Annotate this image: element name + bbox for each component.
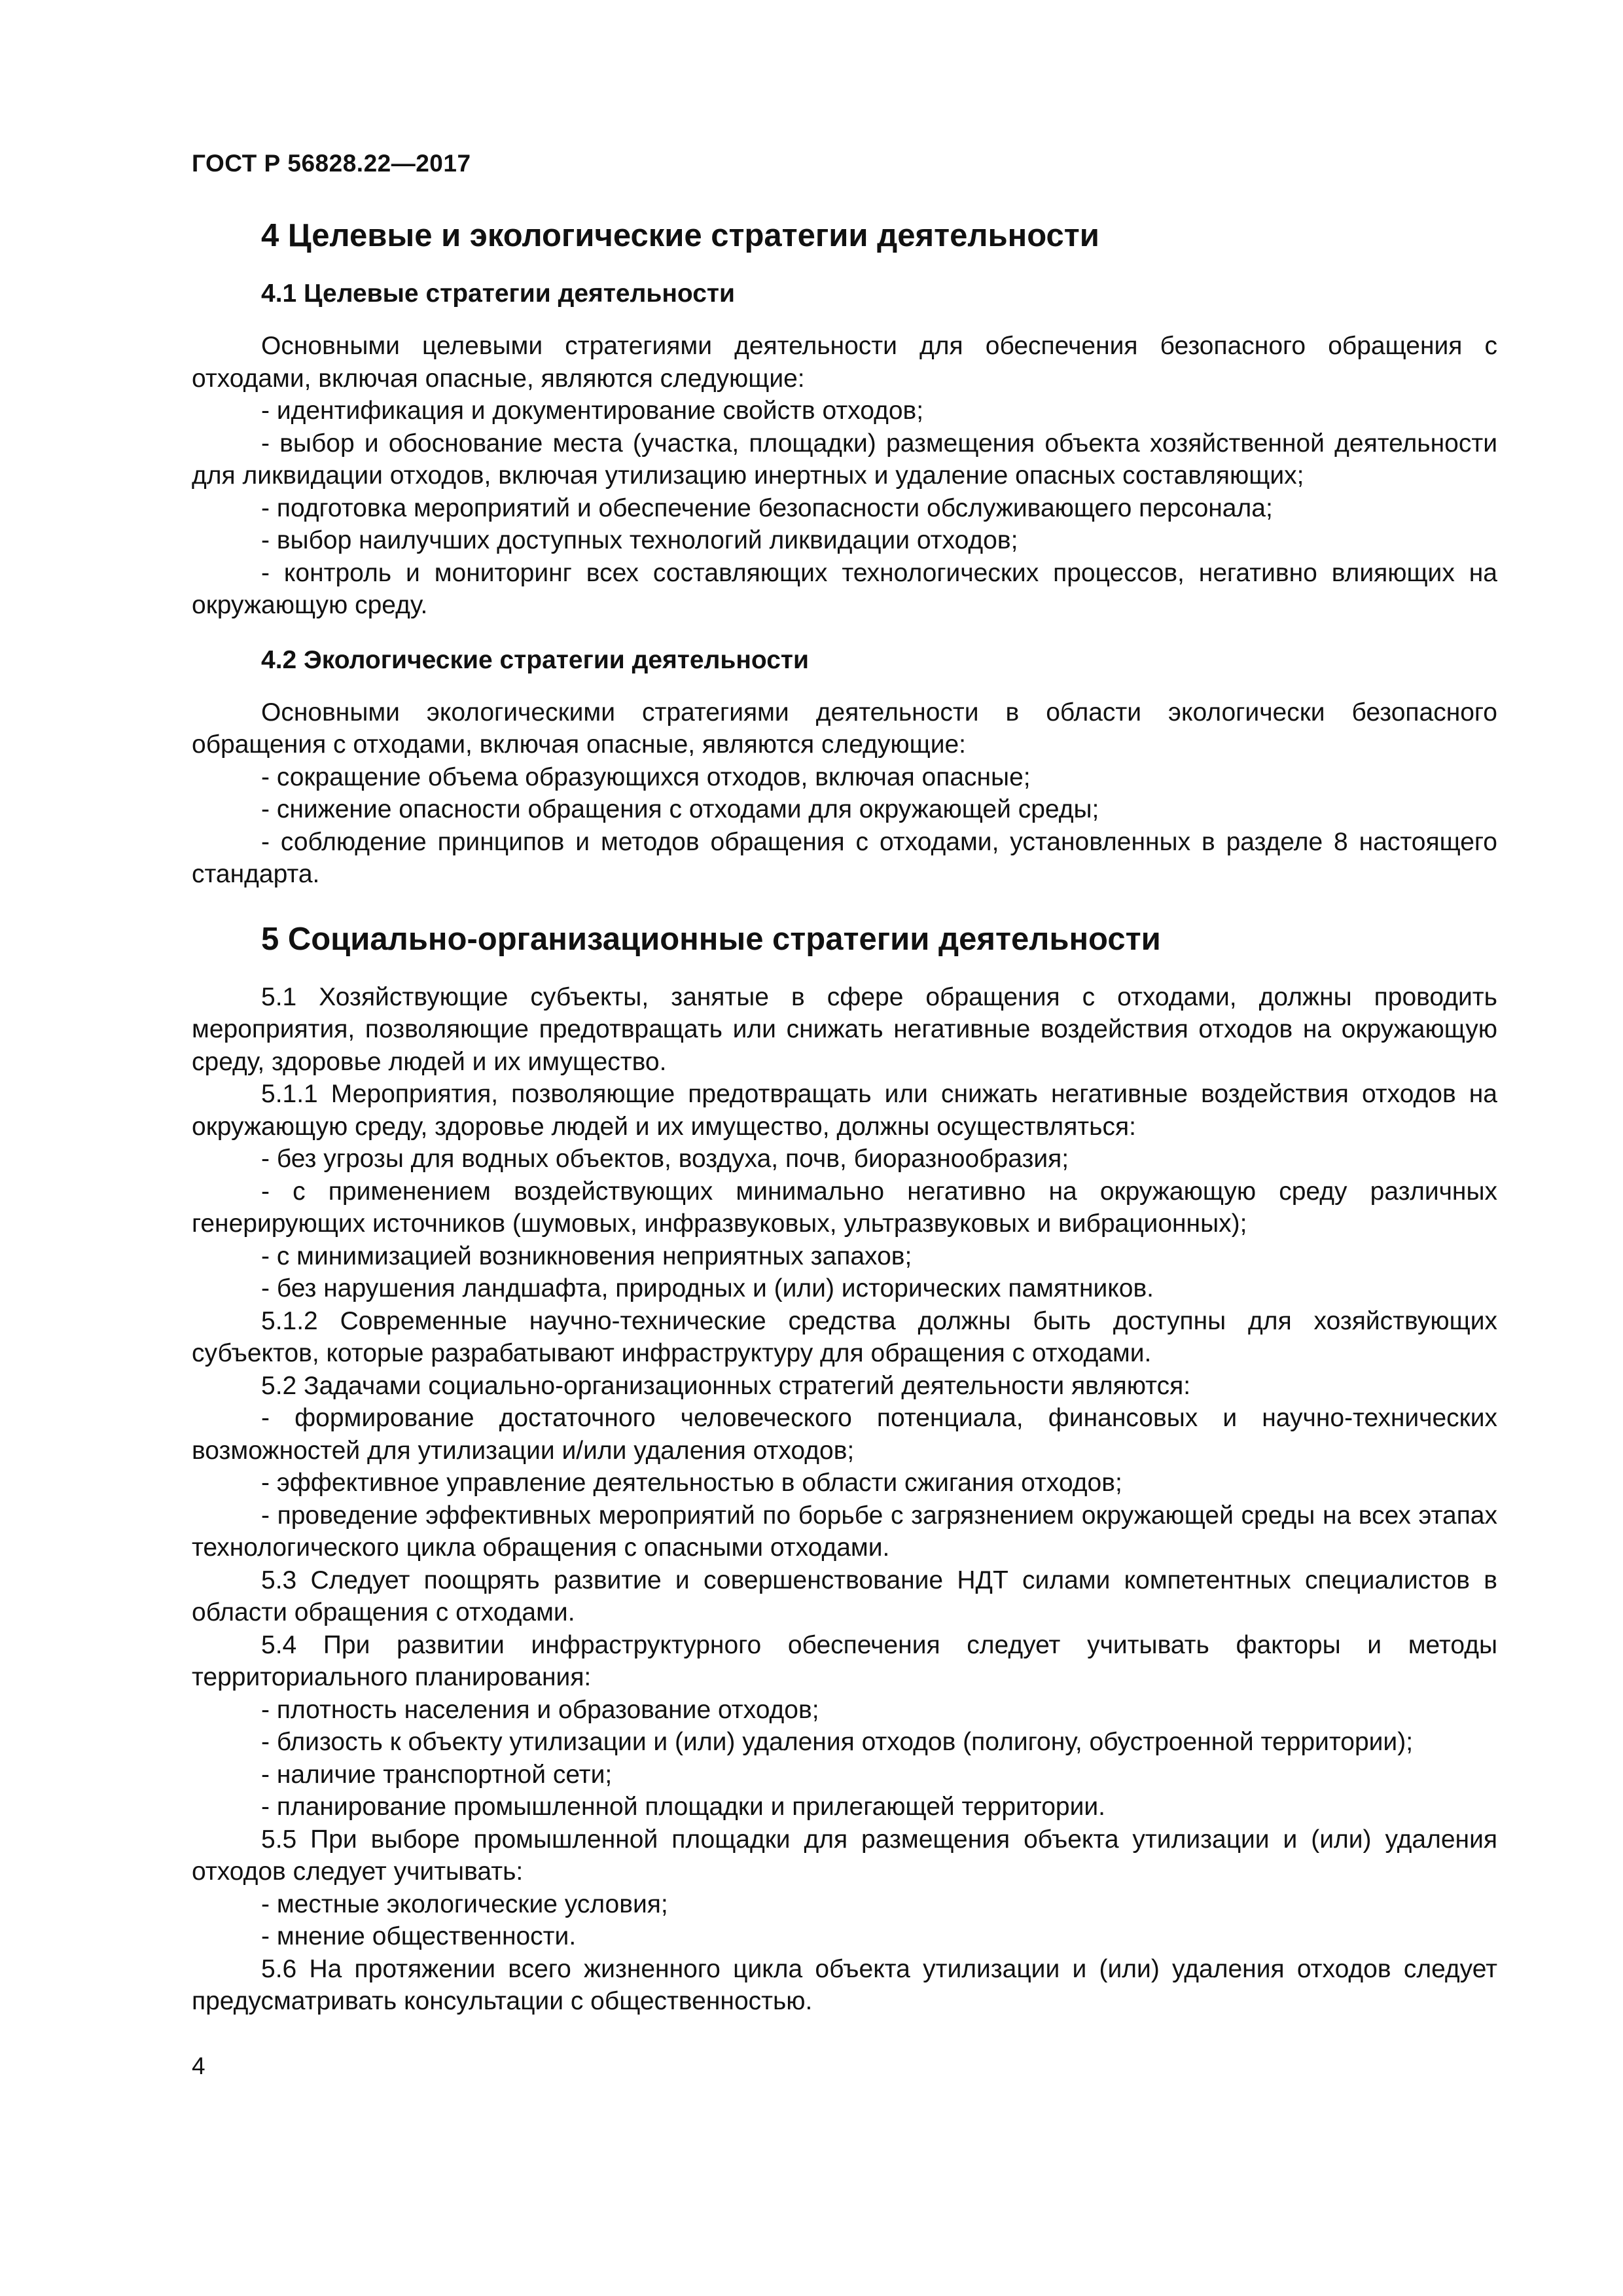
subsection-4-1-title: 4.1 Целевые стратегии деятельности [261, 279, 735, 308]
list-item-4-2-2: - снижение опасности обращения с отходами для окружающей среды; [261, 795, 1099, 823]
list-item-4-1-3: - подготовка мероприятий и обеспечение безопасности обслуживающего персонала; [261, 493, 1273, 522]
list-item-5-4-d: - планирование промышленной площадки и прилегающей территории. [261, 1793, 1106, 1821]
list-item-5-4-a: - плотность населения и образование отходов; [261, 1695, 819, 1724]
list-item-4-1-4: - выбор наилучших доступных технологий ликвидации отходов; [261, 526, 1018, 554]
paragraph-5-3: 5.3 Следует поощрять развитие и совершенствование НДТ силами компетентных специалистов в области обращения с отходами. [192, 1566, 1497, 1626]
list-item-5-5-a: - местные экологические условия; [261, 1890, 668, 1918]
list-item-5-1-1-c: - с минимизацией возникновения неприятных запахов; [261, 1242, 912, 1270]
list-item-5-1-1-b: - с применением воздействующих минимально негативно на окружающую среду различных генерирующих источников (шумовых, инфразвуковых, ультразвуковых и вибрационных); [192, 1177, 1497, 1238]
paragraph-4-2-intro: Основными экологическими стратегиями деятельности в области экологически безопасного обращения с отходами, включая опасные, являются следующие: [192, 698, 1497, 759]
list-item-4-1-1: - идентификация и документирование свойств отходов; [261, 397, 924, 425]
list-item-5-4-c: - наличие транспортной сети; [261, 1760, 613, 1789]
document-code: ГОСТ Р 56828.22—2017 [192, 150, 471, 177]
paragraph-5-4: 5.4 При развитии инфраструктурного обеспечения следует учитывать факторы и методы территориального планирования: [192, 1630, 1497, 1691]
page-number: 4 [192, 2053, 205, 2079]
paragraph-5-1-2: 5.1.2 Современные научно-технические средства должны быть доступны для хозяйствующих субъектов, которые разрабатывают инфраструктуру для обращения с отходами. [192, 1306, 1497, 1367]
document-body [192, 216, 1497, 2018]
list-item-4-1-5: - контроль и мониторинг всех составляющих технологических процессов, негативно влияющих на окружающую среду. [192, 558, 1497, 619]
subsection-4-2-title: 4.2 Экологические стратегии деятельности [261, 645, 809, 674]
paragraph-5-1-1: 5.1.1 Мероприятия, позволяющие предотвращать или снижать негативные воздействия отходов на окружающую среду, здоровье людей и их имущество, должны осуществляться: [192, 1080, 1497, 1141]
paragraph-5-5: 5.5 При выборе промышленной площадки для размещения объекта утилизации и (или) удаления отходов следует учитывать: [192, 1825, 1497, 1886]
section-4-title: 4 Целевые и экологические стратегии деятельности [261, 218, 1099, 253]
list-item-5-2-b: - эффективное управление деятельностью в области сжигания отходов; [261, 1469, 1122, 1497]
list-item-5-1-1-a: - без угрозы для водных объектов, воздуха, почв, биоразнообразия; [261, 1145, 1069, 1173]
list-item-5-2-a: - формирование достаточного человеческого потенциала, финансовых и научно-технических возможностей для утилизации и/или удаления отходов; [192, 1404, 1497, 1465]
paragraph-5-2: 5.2 Задачами социально-организационных стратегий деятельности являются: [261, 1371, 1191, 1400]
list-item-4-1-2: - выбор и обоснование места (участка, площадки) размещения объекта хозяйственной деятельности для ликвидации отходов, включая утилизацию инертных и удаление опасных составляющих; [192, 429, 1497, 490]
list-item-4-2-3: - соблюдение принципов и методов обращения с отходами, установленных в разделе 8 настоящего стандарта. [192, 827, 1497, 888]
paragraph-4-1-intro: Основными целевыми стратегиями деятельности для обеспечения безопасного обращения с отходами, включая опасные, являются следующие: [192, 332, 1497, 393]
list-item-5-1-1-d: - без нарушения ландшафта, природных и (или) исторических памятников. [261, 1274, 1154, 1302]
paragraph-5-6: 5.6 На протяжении всего жизненного цикла объекта утилизации и (или) удаления отходов следует предусматривать консультации с общественностью. [192, 1954, 1497, 2015]
paragraph-5-1: 5.1 Хозяйствующие субъекты, занятые в сфере обращения с отходами, должны проводить мероприятия, позволяющие предотвращать или снижать негативные воздействия отходов на окружающую среду, здоровье людей и их имущество. [192, 982, 1497, 1076]
section-5-title: 5 Социально-организационные стратегии деятельности [261, 921, 1161, 957]
list-item-5-5-b: - мнение общественности. [261, 1922, 577, 1950]
list-item-4-2-1: - сокращение объема образующихся отходов, включая опасные; [261, 762, 1031, 791]
list-item-5-2-c: - проведение эффективных мероприятий по борьбе с загрязнением окружающей среды на всех этапах технологического цикла обращения с опасными отходами. [192, 1501, 1497, 1562]
list-item-5-4-b: - близость к объекту утилизации и (или) удаления отходов (полигону, обустроенной территории); [261, 1728, 1414, 1756]
